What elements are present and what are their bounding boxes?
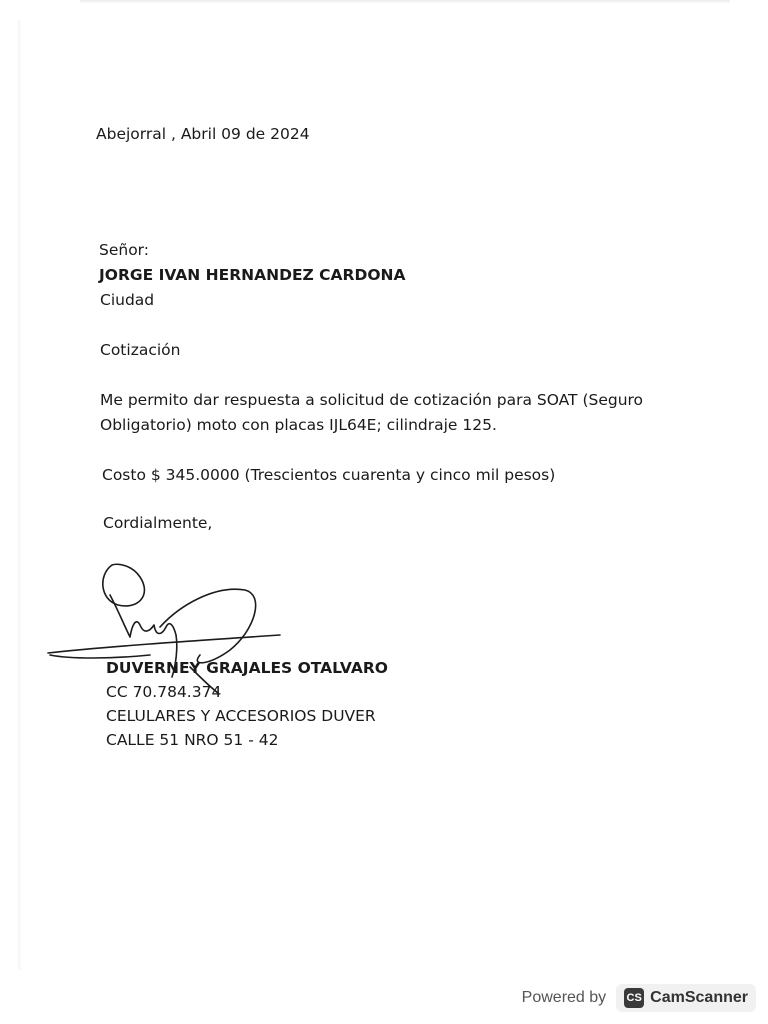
scan-edge-left [18,20,22,970]
camscanner-badge [616,984,756,1012]
recipient-name: JORGE IVAN HERNANDEZ CARDONA [99,266,406,284]
powered-by-text: Powered by [521,989,607,1006]
scan-edge-top [80,0,730,4]
closing: Cordialmente, [103,514,213,532]
place-date: Abejorral , Abril 09 de 2024 [96,125,310,143]
camscanner-watermark [522,982,756,1014]
sender-address: CALLE 51 NRO 51 - 42 [106,731,279,749]
salutation: Señor: [99,241,150,259]
sender-id: CC 70.784.374 [106,683,222,701]
subject: Cotización [100,341,181,359]
camscanner-brand-name: CamScanner [650,989,748,1006]
camscanner-logo-icon: CS [624,988,644,1008]
cost-line: Costo $ 345.0000 (Trescientos cuarenta y cinco mil pesos) [102,466,556,484]
sender-name: DUVERNEY GRAJALES OTALVARO [106,659,388,677]
body-line-2: Obligatorio) moto con placas IJL64E; cilindraje 125. [100,416,497,434]
body-line-1: Me permito dar respuesta a solicitud de cotización para SOAT (Seguro [100,391,644,409]
recipient-city: Ciudad [100,291,155,309]
sender-company: CELULARES Y ACCESORIOS DUVER [106,707,376,725]
